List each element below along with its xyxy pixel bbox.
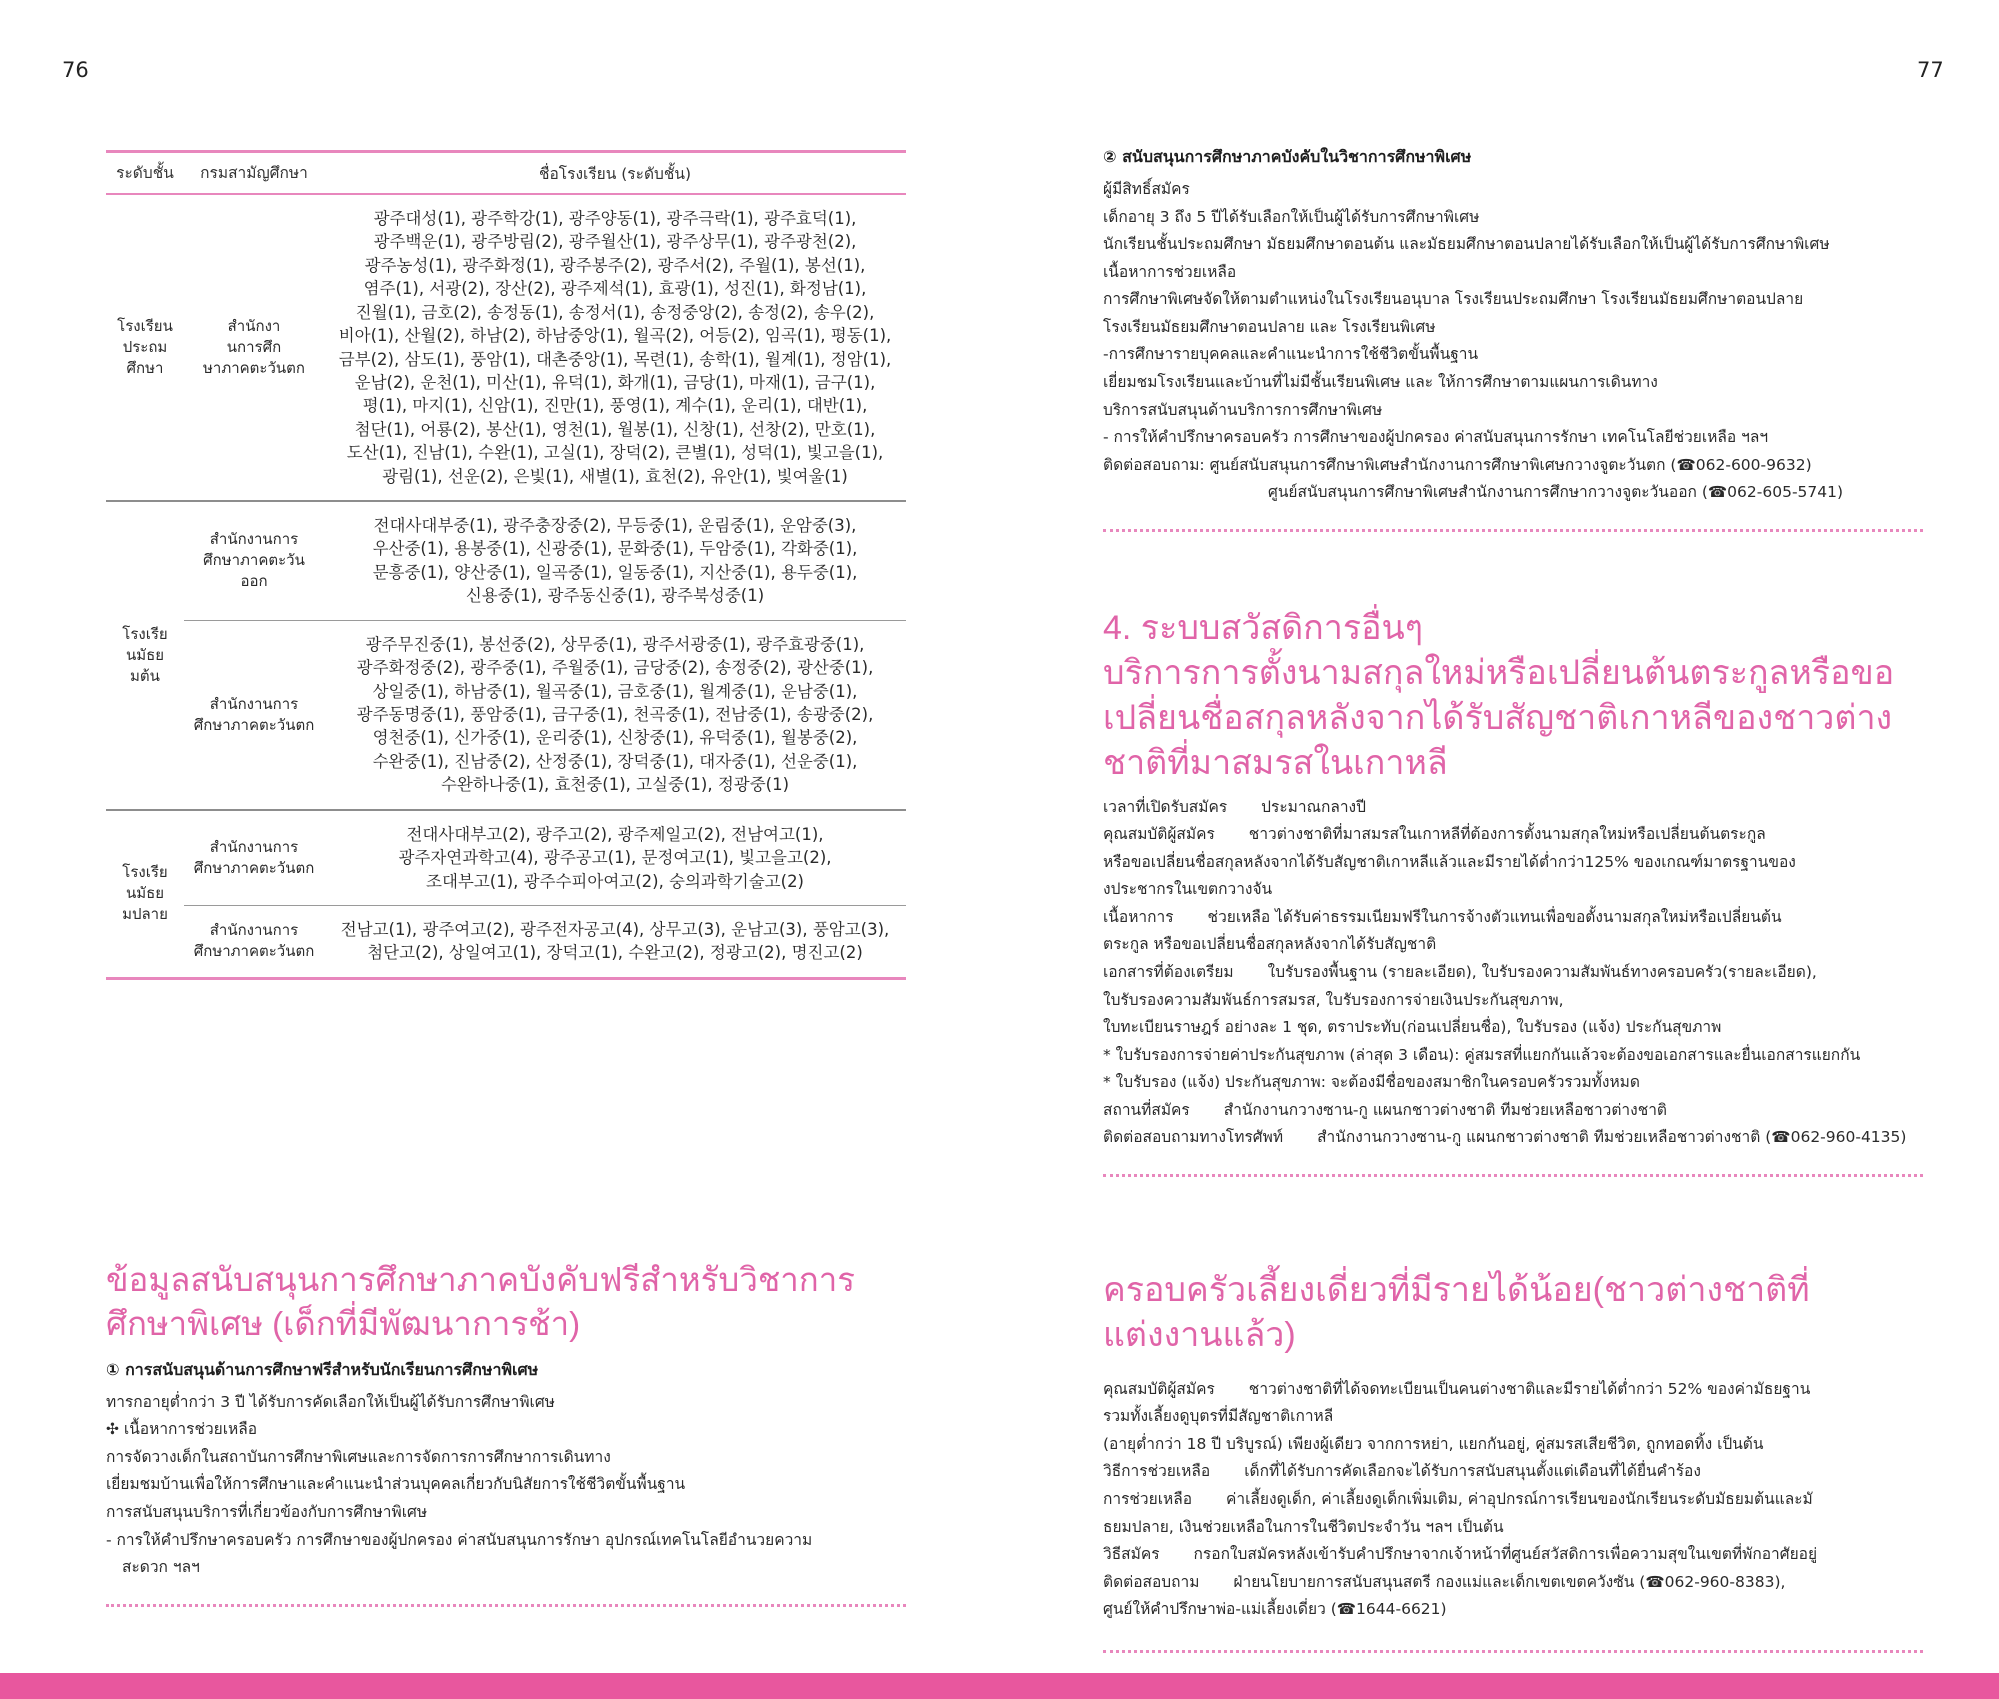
level-high: โรงเรีย นมัธย มปลาย (106, 810, 184, 979)
field-label: วิธีสมัคร (1103, 1545, 1160, 1564)
field-value: ฝ่ายนโยบายการสนับสนุนสตรี กองแม่และเด็กเขตเขตควังซัน (☎062-960-8383), (1233, 1572, 1786, 1591)
header-office: กรมสามัญศึกษา (200, 164, 308, 183)
field-value: สำนักงานกวางซาน-กู แผนกชาวต่างชาติ ทีมช่วยเหลือชาวต่างชาติ (☎062-960-4135) (1317, 1128, 1907, 1147)
text-line: ผู้มีสิทธิ์สมัคร (1103, 180, 1190, 198)
text-line: ทารกอายุต่ำกว่า 3 ปี ได้รับการคัดเลือกให้เป็นผู้ได้รับการศึกษาพิเศษ (106, 1392, 555, 1411)
special-education-title: ข้อมูลสนับสนุนการศึกษาภาคบังคับฟรีสำหรับวิชาการศึกษาพิเศษ (เด็กที่มีพัฒนาการช้า) (106, 1261, 856, 1342)
field-label: ติดต่อสอบถามทางโทรศัพท์ (1103, 1128, 1284, 1147)
left-column (106, 150, 906, 980)
schools-elementary: 광주대성(1), 광주학강(1), 광주양동(1), 광주극락(1), 광주효덕(1), 광주백운(1), 광주방림(2), 광주월산(1), 광주상무(1), 광주광천(2), 광주농성(1), 광주화정(1), 광주봉주(2), 광주서(2), 주월(1), 봉선(1), 염주(1), 서광(2), 장산(2), 광주제석(1), 효광(1), 성진(1), 화정남(1), 진월(1), 금호(2), 송정동(1), 송정서(1), 송정중앙(2), 송정(2), 송우(2), 비아(1), 산월(2), 하남(2), 하남중앙(1), 월곡(2), 어등(2), 임곡(1), 평동(1), 금부(2), 삼도(1), 풍암(1), 대촌중앙(1), 목련(1), 송학(1), 월계(1), 정암(1), 운남(2), 운천(1), 미산(1), 유덕(1), 화개(1), 금당(1), 마재(1), 금구(1), 평(1), 마지(1), 신암(1), 진만(1), 풍영(1), 계수(1), 운리(1), 대반(1), 첨단(1), 어룡(2), 봉산(1), 영천(1), 월봉(1), 신창(1), 선창(2), 만호(1), 도산(1), 진남(1), 수완(1), 고실(1), 장덕(2), 큰별(1), 성덕(1), 빛고을(1), 광림(1), 선운(2), 은빛(1), 새별(1), 효천(2), 유안(1), 빛여울(1) (338, 209, 892, 486)
field-label: เอกสารที่ต้องเตรียม (1103, 962, 1234, 981)
welfare-body (1103, 794, 1923, 1153)
text-line: เยี่ยมชมโรงเรียนและบ้านที่ไม่มีชั้นเรียนพิเศษ และ ให้การศึกษาตามแผนการเดินทาง (1103, 373, 1658, 392)
field-value: ใบรับรองพื้นฐาน (รายละเอียด), ใบรับรองความสัมพันธ์ทางครอบครัว(รายละเอียด), (1267, 962, 1817, 981)
welfare-title: บริการการตั้งนามสกุลใหม่หรือเปลี่ยนต้นตระกูลหรือขอเปลี่ยนชื่อสกุลหลังจากได้รับสัญชาติเกาหลีของชาวต่างชาติที่มาสมรสในเกาหลี (1103, 653, 1895, 782)
note-line: * ใบรับรอง (แจ้ง) ประกันสุขภาพ: จะต้องมีชื่อของสมาชิกในครอบครัวรวมทั้งหมด (1103, 1073, 1640, 1092)
compulsory-subtitle: ② สนับสนุนการศึกษาภาคบังคับในวิชาการศึกษาพิเศษ (1103, 147, 1472, 166)
table-row-high-west (106, 905, 906, 978)
dotted-divider (1103, 1174, 1923, 1177)
field-value: ชาวต่างชาติที่ได้จดทะเบียนเป็นคนต่างชาติและมีรายได้ต่ำกว่า 52% ของค่ามัธยฐาน (1248, 1379, 1811, 1398)
text-line: นักเรียนชั้นประถมศึกษา มัธยมศึกษาตอนต้น และมัธยมศึกษาตอนปลายได้รับเลือกให้เป็นผู้ได้รับการศึกษาพิเศษ (1103, 235, 1830, 254)
text-line: รวมทั้งเลี้ยงดูบุตรที่มีสัญชาติเกาหลี (1103, 1407, 1334, 1426)
special-education-subtitle: ① การสนับสนุนด้านการศึกษาฟรีสำหรับนักเรียนการศึกษาพิเศษ (106, 1359, 539, 1379)
special-education-body (106, 1389, 906, 1582)
page-number-left: 76 (62, 58, 89, 82)
text-line: สะดวก ฯลฯ (122, 1558, 200, 1577)
level-elementary: โรงเรียน ประถม ศึกษา (117, 317, 173, 378)
text-line: -การศึกษารายบุคคลและคำแนะนำการใช้ชีวิตขั้นพื้นฐาน (1103, 345, 1479, 364)
welfare-section (1103, 606, 1923, 1177)
school-table (106, 150, 906, 980)
table-row-middle-west (106, 620, 906, 809)
field-value: ค่าเลี้ยงดูเด็ก, ค่าเลี้ยงดูเด็กเพิ่มเติม, ค่าอุปกรณ์การเรียนของนักเรียนระดับมัธยมต้นและมั (1226, 1490, 1813, 1509)
dotted-divider (1103, 529, 1923, 532)
schools-middle-east: 전대사대부중(1), 광주충장중(2), 무등중(1), 운림중(1), 운암중(3), 우산중(1), 용봉중(1), 신광중(1), 문화중(1), 두암중(1), 각화중(1), 문흥중(1), 양산중(1), 일곡중(1), 일동중(1), 지산중(1), 용두중(1), 신용중(1), 광주동신중(1), 광주북성중(1) (324, 501, 906, 620)
field-value: กรอกใบสมัครหลังเข้ารับคำปรึกษาจากเจ้าหน้าที่ศูนย์สวัสดิการเพื่อความสุขในเขตที่พักอาศัยอยู่ (1193, 1545, 1818, 1564)
table-row-high-east (106, 810, 906, 906)
office-high-west: สำนักงานการ ศึกษาภาคตะวันตก (184, 905, 324, 978)
text-line: การสนับสนุนบริการที่เกี่ยวข้องกับการศึกษาพิเศษ (106, 1503, 428, 1522)
field-value: ช่วยเหลือ ได้รับค่าธรรมเนียมฟรีในการจ้างตัวแทนเพื่อขอตั้งนามสกุลใหม่หรือเปลี่ยนต้น (1207, 907, 1782, 926)
text-line: ตระกูล หรือขอเปลี่ยนชื่อสกุลหลังจากได้รับสัญชาติ (1103, 935, 1437, 954)
text-line: หรือขอเปลี่ยนชื่อสกุลหลังจากได้รับสัญชาติเกาหลีแล้วและมีรายได้ต่ำกว่า125% ของเกณฑ์มาตรฐานของ (1103, 852, 1796, 871)
text-line: ✣ เนื้อหาการช่วยเหลือ (106, 1420, 258, 1439)
field-label: คุณสมบัติผู้สมัคร (1103, 825, 1215, 844)
field-label: ติดต่อสอบถาม (1103, 1572, 1200, 1591)
special-education-compulsory-section (1103, 145, 1923, 532)
text-line: ธยมปลาย, เงินช่วยเหลือในการในชีวิตประจำวัน ฯลฯ เป็นต้น (1103, 1517, 1504, 1536)
field-value: สำนักงานกวางซาน-กู แผนกชาวต่างชาติ ทีมช่วยเหลือชาวต่างชาติ (1223, 1100, 1667, 1119)
field-value: ประมาณกลางปี (1261, 797, 1366, 816)
text-line: - การให้คำปรึกษาครอบครัว การศึกษาของผู้ปกครอง ค่าสนับสนุนการรักษา อุปกรณ์เทคโนโลยีอำนวยความ (106, 1530, 813, 1549)
header-level: ระดับชั้น (116, 164, 174, 183)
footer-bar (0, 1673, 1999, 1699)
text-line: ติดต่อสอบถาม: ศูนย์สนับสนุนการศึกษาพิเศษสำนักงานการศึกษาพิเศษกวางจูตะวันตก (☎062-600-9632) (1103, 455, 1812, 474)
table-row-middle-east (106, 501, 906, 620)
schools-middle-west: 광주무진중(1), 봉선중(2), 상무중(1), 광주서광중(1), 광주효광중(1), 광주화정중(2), 광주중(1), 주월중(1), 금당중(2), 송정중(2), 광산중(1), 상일중(1), 하남중(1), 월곡중(1), 금호중(1), 월계중(1), 운남중(1), 광주동명중(1), 풍암중(1), 금구중(1), 천곡중(1), 전남중(1), 송광중(2), 영천중(1), 신가중(1), 운리중(1), 신창중(1), 유덕중(1), 월봉중(2), 수완중(1), 진남중(2), 산정중(1), 장덕중(1), 대자중(1), 선운중(1), 수완하나중(1), 효천중(1), 고실중(1), 정광중(1) (324, 620, 906, 809)
table-row-elementary (106, 194, 906, 501)
table-header-row (106, 152, 906, 195)
header-names: ชื่อโรงเรียน (ระดับชั้น) (538, 165, 692, 183)
text-line: เนื้อหาการช่วยเหลือ (1103, 262, 1237, 281)
text-line: การศึกษาพิเศษจัดให้ตามตำแหน่งในโรงเรียนอนุบาล โรงเรียนประถมศึกษา โรงเรียนมัธยมศึกษาตอนปลาย (1103, 290, 1804, 309)
field-label: การช่วยเหลือ (1103, 1490, 1193, 1509)
note-line: * ใบรับรองการจ่ายค่าประกันสุขภาพ (ล่าสุด 3 เดือน): คู่สมรสที่แยกกันแล้วจะต้องขอเอกสารและยื่นเอกสารแยกกัน (1103, 1045, 1861, 1064)
page-number-right: 77 (1917, 58, 1944, 82)
field-label: สถานที่สมัคร (1103, 1100, 1190, 1119)
dotted-divider (106, 1604, 906, 1607)
field-label: เวลาที่เปิดรับสมัคร (1103, 797, 1228, 816)
text-line: - การให้คำปรึกษาครอบครัว การศึกษาของผู้ปกครอง ค่าสนับสนุนการรักษา เทคโนโลยีช่วยเหลือ ฯลฯ (1103, 428, 1769, 447)
office-middle-east: สำนักงานการ ศึกษาภาคตะวันออก (184, 501, 324, 620)
text-line: บริการสนับสนุนด้านบริการการศึกษาพิเศษ (1103, 400, 1383, 419)
text-line: ใบรับรองความสัมพันธ์การสมรส, ใบรับรองการจ่ายเงินประกันสุขภาพ, (1103, 990, 1564, 1009)
field-value: ชาวต่างชาติที่มาสมรสในเกาหลีที่ต้องการตั้งนามสกุลใหม่หรือเปลี่ยนต้นตระกูล (1248, 825, 1766, 844)
text-line: การจัดวางเด็กในสถาบันการศึกษาพิเศษและการจัดการการศึกษาการเดินทาง (106, 1447, 611, 1466)
text-line: ศูนย์ให้คำปรึกษาพ่อ-แม่เลี้ยงเดี่ยว (☎1644-6621) (1103, 1600, 1447, 1619)
field-label: เนื้อหาการ (1103, 907, 1174, 926)
text-line: เยี่ยมชมบ้านเพื่อให้การศึกษาและคำแนะนำส่วนบุคคลเกี่ยวกับนิสัยการใช้ชีวิตขั้นพื้นฐาน (106, 1475, 686, 1494)
text-line: โรงเรียนมัธยมศึกษาตอนปลาย และ โรงเรียนพิเศษ (1103, 317, 1436, 336)
single-parent-title: ครอบครัวเลี้ยงเดี่ยวที่มีรายได้น้อย(ชาวต่างชาติที่แต่งงานแล้ว) (1103, 1271, 1810, 1354)
field-value: เด็กที่ได้รับการคัดเลือกจะได้รับการสนับสนุนตั้งแต่เดือนที่ได้ยื่นคำร้อง (1244, 1462, 1701, 1481)
single-parent-body (1103, 1376, 1923, 1624)
text-line: (อายุต่ำกว่า 18 ปี บริบูรณ์) เพียงผู้เดียว จากการหย่า, แยกกันอยู่, คู่สมรสเสียชีวิต, ถูกทอดทิ้ง เป็นต้น (1103, 1434, 1764, 1453)
text-line: ใบทะเบียนราษฎร์ อย่างละ 1 ชุด, ตราประทับ(ก่อนเปลี่ยนชื่อ), ใบรับรอง (แจ้ง) ประกันสุขภาพ (1103, 1018, 1722, 1037)
level-middle: โรงเรีย นมัธย มต้น (106, 501, 184, 810)
schools-high-west: 전남고(1), 광주여고(2), 광주전자공고(4), 상무고(3), 운남고(3), 풍암고(3), 첨단고(2), 상일여고(1), 장덕고(1), 수완고(2), 정광고(2), 명진고(2) (324, 905, 906, 978)
text-line: ศูนย์สนับสนุนการศึกษาพิเศษสำนักงานการศึกษากวางจูตะวันออก (☎062-605-5741) (1268, 483, 1844, 502)
special-education-free-section (106, 1258, 906, 1607)
compulsory-body (1103, 176, 1923, 507)
dotted-divider (1103, 1650, 1923, 1653)
single-parent-section (1103, 1268, 1923, 1653)
office-middle-west: สำนักงานการ ศึกษาภาคตะวันตก (184, 620, 324, 809)
text-line: งประชากรในเขตกวางจัน (1103, 880, 1273, 899)
welfare-heading: 4. ระบบสวัสดิการอื่นๆ (1103, 609, 1424, 647)
field-label: วิธีการช่วยเหลือ (1103, 1462, 1211, 1481)
field-label: คุณสมบัติผู้สมัคร (1103, 1379, 1215, 1398)
schools-high-east: 전대사대부고(2), 광주고(2), 광주제일고(2), 전남여고(1), 광주자연과학고(4), 광주공고(1), 문정여고(1), 빛고을고(2), 조대부고(1), 광주수피아여고(2), 숭의과학기술고(2) (324, 810, 906, 906)
office-high-east: สำนักงานการ ศึกษาภาคตะวันตก (184, 810, 324, 906)
text-line: เด็กอายุ 3 ถึง 5 ปีได้รับเลือกให้เป็นผู้ได้รับการศึกษาพิเศษ (1103, 207, 1480, 226)
office-elementary: สำนักงา นการศึก ษาภาคตะวันตก (203, 317, 305, 378)
